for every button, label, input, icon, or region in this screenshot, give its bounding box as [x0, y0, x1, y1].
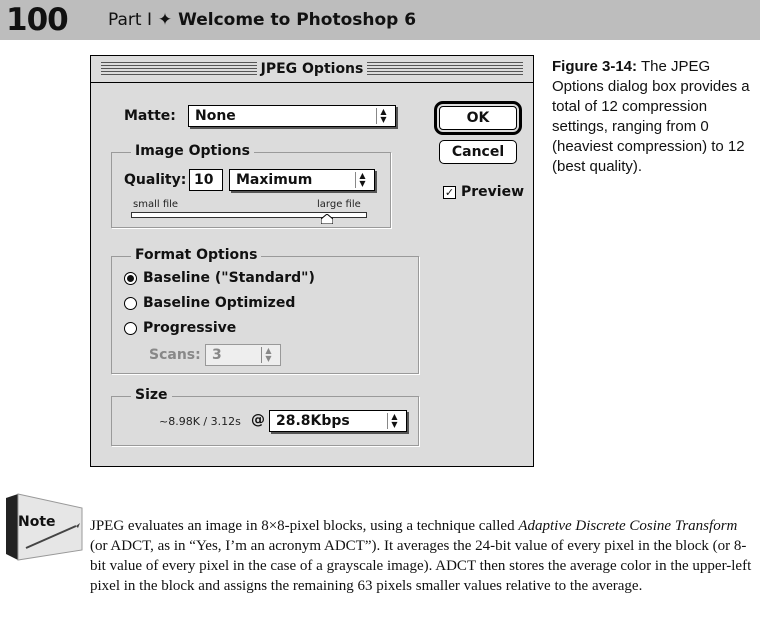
radio-unselected-icon	[124, 322, 137, 335]
note-icon	[4, 492, 84, 562]
caption-text: The JPEG Options dialog box provides a total of 12 compression settings, ranging from 0 (heaviest compression) to 12 (best quality).	[552, 58, 750, 175]
at-symbol: @	[251, 412, 265, 428]
matte-label: Matte:	[124, 108, 176, 124]
size-legend: Size	[131, 386, 172, 404]
quality-field[interactable]: 10	[189, 169, 223, 191]
preview-label: Preview	[461, 184, 525, 200]
scans-popup[interactable]	[205, 344, 281, 366]
matte-value: None	[195, 108, 236, 124]
note-text-italic: Adaptive Discrete Cosine Transform	[518, 518, 738, 534]
radio-baseline-optimized[interactable]	[124, 294, 295, 312]
scans-value: 3	[212, 347, 222, 363]
radio-unselected-icon	[124, 297, 137, 310]
modem-speed-value: 28.8Kbps	[276, 413, 350, 429]
image-options-legend: Image Options	[131, 142, 254, 160]
slider-thumb-icon[interactable]	[321, 214, 333, 224]
slider-max-label: large file	[317, 199, 361, 210]
ok-button[interactable]: OK	[439, 106, 517, 130]
radio-baseline-standard[interactable]	[124, 269, 315, 287]
figure-caption	[552, 57, 757, 177]
quality-preset-value: Maximum	[236, 172, 313, 188]
note-icon-label: Note	[18, 514, 56, 530]
quality-preset-popup[interactable]	[229, 169, 375, 191]
scans-label: Scans:	[149, 347, 201, 363]
radio-label: Baseline Optimized	[143, 295, 296, 311]
radio-selected-icon	[124, 272, 137, 285]
running-head	[108, 0, 416, 40]
popup-arrows-icon: ▲ ▼	[376, 108, 390, 124]
radio-progressive[interactable]	[124, 319, 236, 337]
part-label: Part I	[108, 10, 152, 30]
slider-min-label: small file	[133, 199, 179, 210]
radio-label: Progressive	[143, 320, 237, 336]
quality-label: Quality:	[124, 172, 187, 188]
separator-glyph: ✦	[157, 10, 173, 30]
modem-speed-popup[interactable]	[269, 410, 407, 432]
dialog-title: JPEG Options	[257, 61, 368, 77]
chapter-title: Welcome to Photoshop 6	[178, 10, 417, 30]
figure-label: Figure 3-14:	[552, 58, 638, 75]
popup-arrows-icon: ▲ ▼	[355, 172, 369, 188]
checkmark-icon: ✓	[444, 185, 455, 199]
popup-arrows-icon: ▲ ▼	[261, 347, 275, 363]
page-header	[0, 0, 760, 40]
radio-label: Baseline ("Standard")	[143, 270, 315, 286]
note-text-part-1: JPEG evaluates an image in 8×8-pixel blocks, using a technique called	[90, 518, 519, 534]
preview-checkbox[interactable]	[443, 183, 524, 201]
page-number: 100	[6, 2, 68, 38]
format-options-legend: Format Options	[131, 246, 261, 264]
matte-popup[interactable]	[188, 105, 396, 127]
note-body	[90, 516, 752, 596]
jpeg-options-dialog	[90, 55, 534, 467]
dialog-title-bar[interactable]	[91, 56, 533, 83]
note-text-part-2: (or ADCT, as in “Yes, I’m an acronym ADCT”). It averages the 24-bit value of every pixel in the block (or 8-bit value of every pixel in the case of a grayscale image). ADCT then stores the average color in the upper-left pixel in the block and assigns the remaining 63 pixels smaller values relative to the average.	[90, 538, 752, 594]
cancel-button[interactable]: Cancel	[439, 140, 517, 164]
popup-arrows-icon: ▲ ▼	[387, 413, 401, 429]
size-estimate: ~8.98K / 3.12s	[159, 415, 241, 428]
